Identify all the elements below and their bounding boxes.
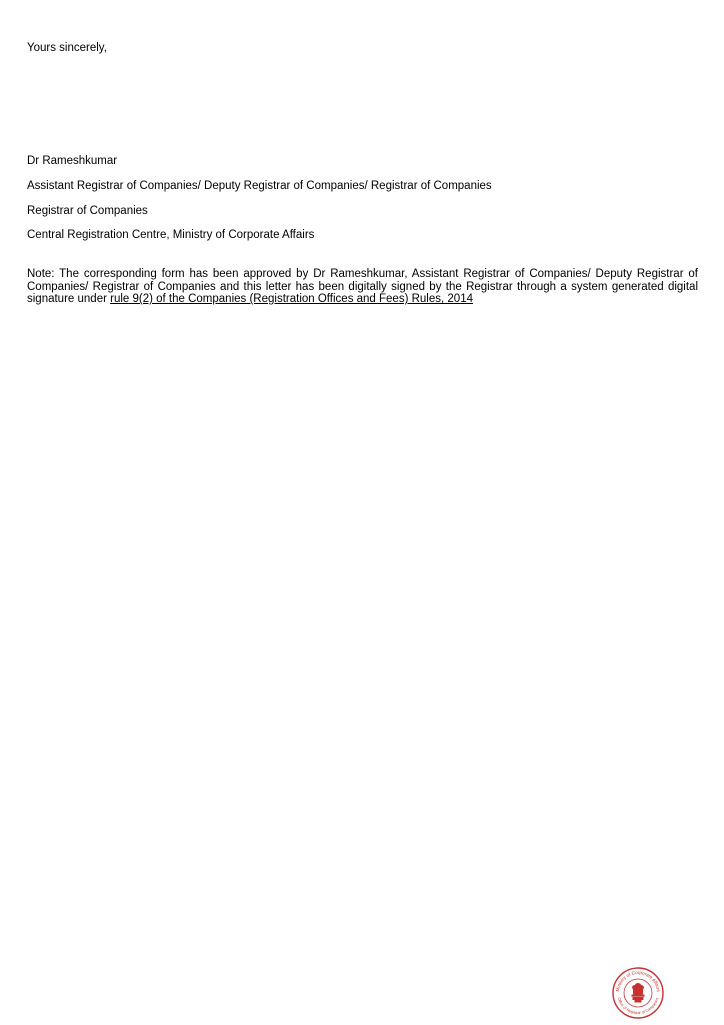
- approval-note: [27, 268, 698, 306]
- emblem-icon: [608, 966, 668, 1020]
- mca-seal: [608, 966, 668, 1020]
- approval-note-text: Note: The corresponding form has been approved by Dr Rameshkumar, Assistant Registrar of Companies/ Deputy Registrar of Companies/ Registrar of Companies and this letter has been digitally signed by the Registrar through a system generated digital signature under: [27, 268, 698, 305]
- registration-centre: Central Registration Centre, Ministry of Corporate Affairs: [27, 229, 315, 241]
- signer-designation: Assistant Registrar of Companies/ Deputy Registrar of Companies/ Registrar of Companies: [27, 180, 492, 192]
- lion-capital-emblem: [632, 983, 645, 1003]
- seal-top-text: Ministry of Corporate Affairs: [614, 969, 661, 992]
- rule-reference-link[interactable]: rule 9(2) of the Companies (Registration Offices and Fees) Rules, 2014: [110, 293, 473, 305]
- signer-name: Dr Rameshkumar: [27, 155, 118, 167]
- seal-bottom-text: Office of Registrar of Companies: [616, 997, 660, 1016]
- closing-salutation: Yours sincerely,: [27, 42, 107, 54]
- signer-office: Registrar of Companies: [27, 205, 148, 217]
